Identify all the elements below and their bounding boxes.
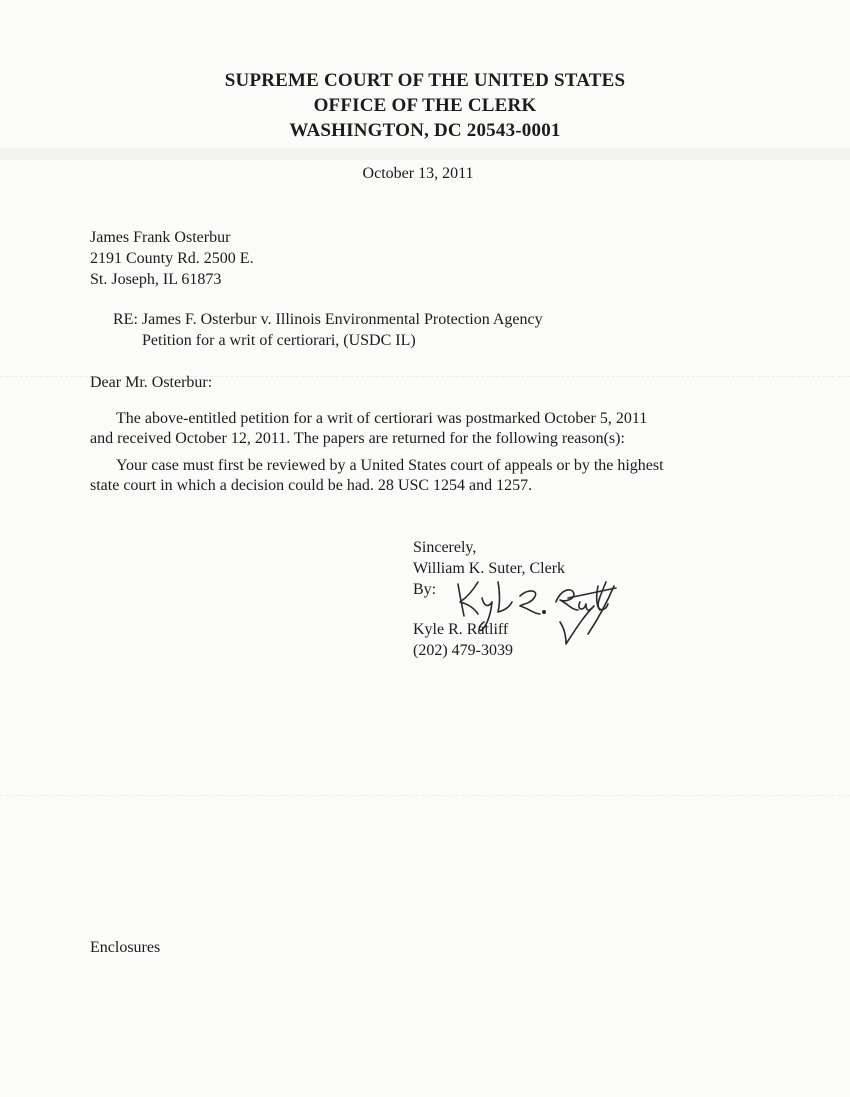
letterhead	[0, 68, 850, 143]
body-p1-line2: and received October 12, 2011. The papers are returned for the following reason(s):	[90, 430, 625, 447]
body-p2-line2: state court in which a decision could be had. 28 USC 1254 and 1257.	[90, 477, 533, 494]
salutation: Dear Mr. Osterbur:	[90, 374, 213, 391]
letterhead-court: SUPREME COURT OF THE UNITED STATES	[224, 70, 626, 91]
letter-date: October 13, 2011	[362, 165, 474, 182]
closing-by: By:	[413, 581, 437, 598]
letterhead-office: OFFICE OF THE CLERK	[313, 95, 537, 116]
closing-clerk: William K. Suter, Clerk	[413, 560, 566, 577]
re-subject: RE: James F. Osterbur v. Illinois Environmental Protection Agency	[113, 311, 543, 328]
recipient-name: James Frank Osterbur	[90, 229, 231, 246]
signer-phone: (202) 479-3039	[413, 642, 513, 659]
recipient-street: 2191 County Rd. 2500 E.	[90, 250, 254, 267]
recipient-city: St. Joseph, IL 61873	[90, 271, 222, 288]
body-p2-line1: Your case must first be reviewed by a United States court of appeals or by the highest	[116, 457, 664, 474]
paper-fold-top	[0, 148, 850, 160]
signer-name: Kyle R. Ratliff	[413, 621, 509, 638]
letterhead-address: WASHINGTON, DC 20543-0001	[289, 120, 561, 141]
closing-sincerely: Sincerely,	[413, 539, 477, 556]
paper-fold-bottom	[0, 795, 850, 797]
body-p1-line1: The above-entitled petition for a writ of certiorari was postmarked October 5, 2011	[116, 410, 648, 427]
enclosures-note: Enclosures	[90, 939, 161, 956]
re-petition: Petition for a writ of certiorari, (USDC IL)	[142, 332, 416, 349]
